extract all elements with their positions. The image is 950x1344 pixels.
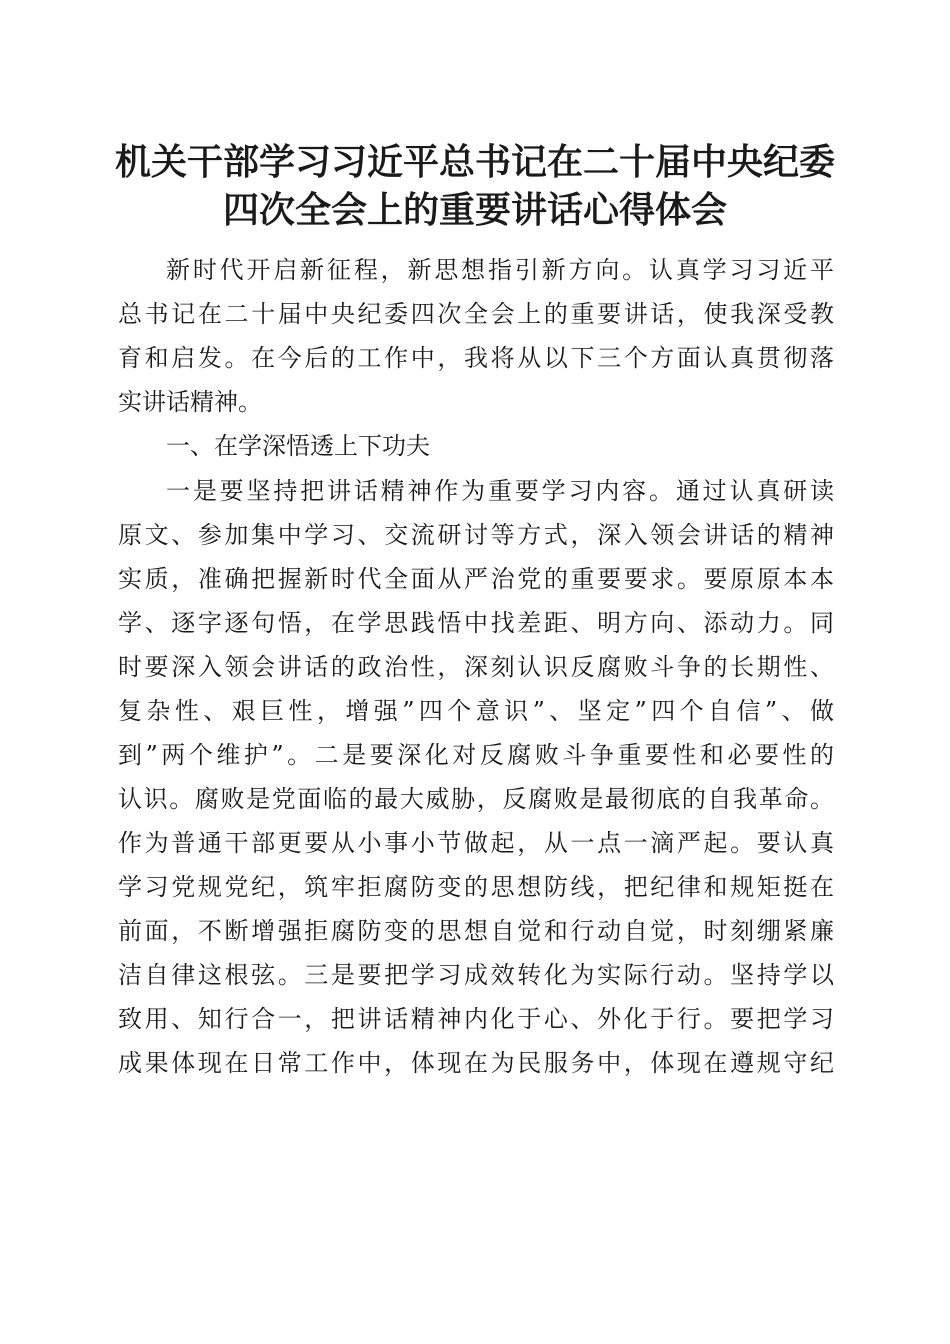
intro-line: 新时代开启新征程，新思想指引新方向。认真学习习近平 [166, 256, 834, 284]
body-line: 学习党规党纪，筑牢拒腐防变的思想防线，把纪律和规矩挺在 [118, 873, 834, 901]
body-line: 一是要坚持把讲话精神作为重要学习内容。通过认真研读 [166, 477, 834, 505]
body-line: 时要深入领会讲话的政治性，深刻认识反腐败斗争的长期性、 [118, 653, 834, 681]
body-line: 复杂性、艰巨性，增强”四个意识”、坚定”四个自信”、做 [118, 697, 834, 725]
body-line: 认识。腐败是党面临的最大威胁，反腐败是最彻底的自我革命。 [118, 785, 834, 813]
section-heading: 一、在学深悟透上下功夫 [166, 432, 430, 460]
body-line: 成果体现在日常工作中，体现在为民服务中，体现在遵规守纪 [118, 1049, 834, 1077]
body-line: 学、逐字逐句悟，在学思践悟中找差距、明方向、添动力。同 [118, 609, 834, 637]
body-line: 致用、知行合一，把讲话精神内化于心、外化于行。要把学习 [118, 1005, 834, 1033]
body-line: 原文、参加集中学习、交流研讨等方式，深入领会讲话的精神 [118, 521, 834, 549]
body-line: 作为普通干部更要从小事小节做起，从一点一滴严起。要认真 [118, 829, 834, 857]
intro-line: 实讲话精神。 [118, 388, 262, 416]
body-line: 前面，不断增强拒腐防变的思想自觉和行动自觉，时刻绷紧廉 [118, 917, 834, 945]
body-line: 洁自律这根弦。三是要把学习成效转化为实际行动。坚持学以 [118, 961, 834, 989]
document-title-line-2: 四次全会上的重要讲话心得体会 [222, 189, 727, 231]
intro-line: 总书记在二十届中央纪委四次全会上的重要讲话，使我深受教 [118, 300, 834, 328]
body-line: 到”两个维护”。二是要深化对反腐败斗争重要性和必要性的 [118, 741, 834, 769]
document-title-line-1: 机关干部学习习近平总书记在二十届中央纪委 [114, 141, 835, 183]
body-line: 实质，准确把握新时代全面从严治党的重要要求。要原原本本 [118, 565, 834, 593]
intro-line: 育和启发。在今后的工作中，我将从以下三个方面认真贯彻落 [118, 344, 834, 372]
